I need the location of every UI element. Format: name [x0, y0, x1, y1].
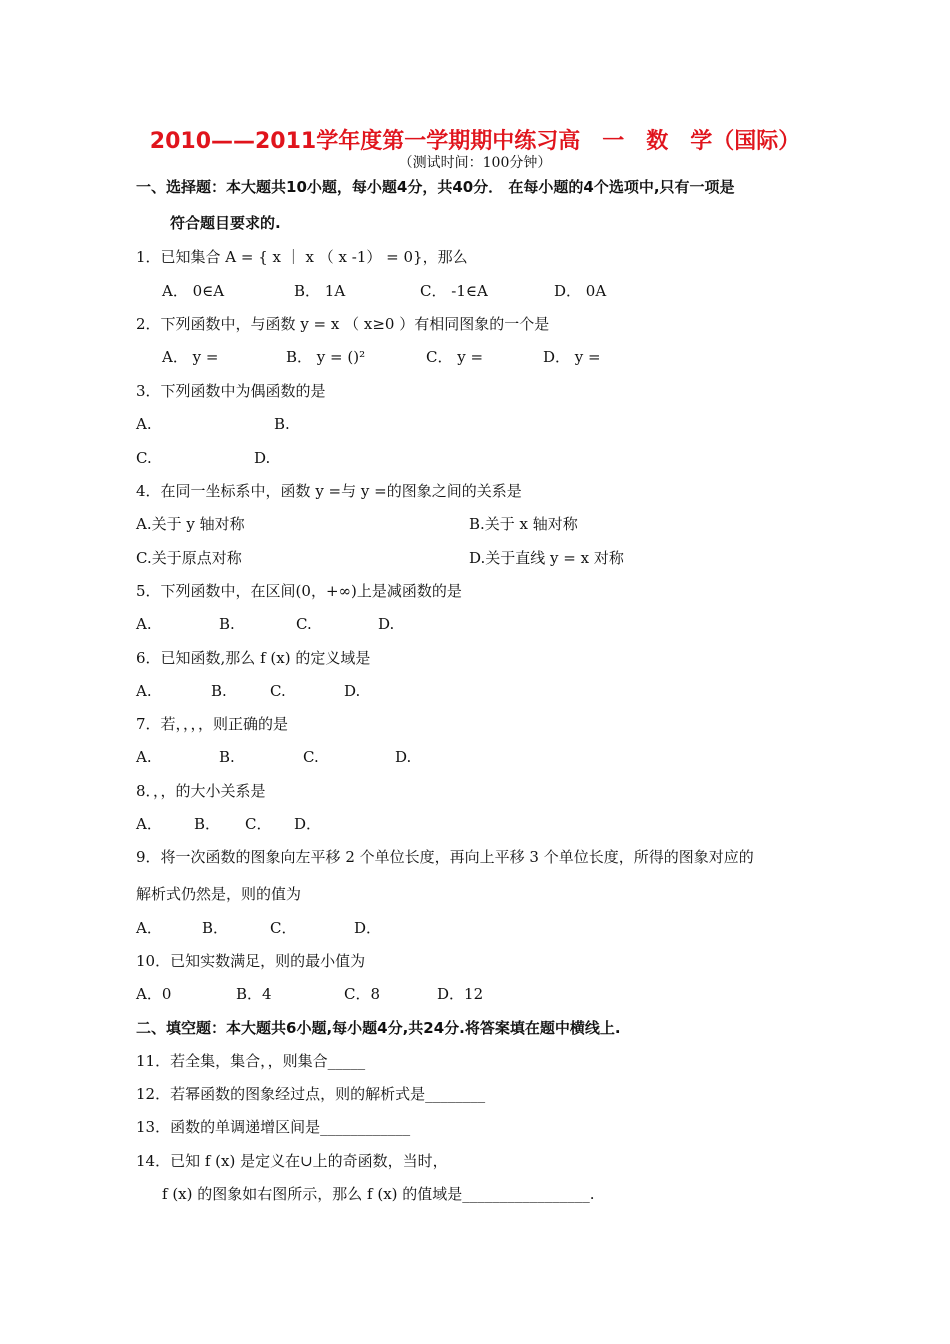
question-7: 7．若，，，，则正确的是 — [136, 715, 289, 733]
q1-option-a: A． 0∈A — [162, 282, 225, 300]
q4-option-d: D.关于直线 y = x 对称 — [469, 549, 624, 567]
section1-heading: 一、选择题：本大题共10小题，每小题4分，共40分． 在每小题的4个选项中,只有一项是 — [136, 178, 735, 196]
question-10: 10．已知实数满足，则的最小值为 — [136, 952, 366, 970]
q9-option-b: B． — [202, 919, 229, 937]
q3-option-c: C. — [136, 449, 152, 467]
q1-option-d: D． 0A — [554, 282, 607, 300]
q5-option-c: C. — [296, 615, 312, 633]
section2-heading: 二、填空题：本大题共6小题,每小题4分,共24分.将答案填在题中横线上. — [136, 1019, 621, 1037]
q3-option-d: D. — [254, 449, 271, 467]
q2-option-c: C． y = — [426, 348, 484, 366]
question-2: 2．下列函数中，与函数 y = x （ x≥0 ）有相同图象的一个是 — [136, 315, 550, 333]
q10-option-c: C．8 — [344, 985, 381, 1003]
q9-option-d: D． — [354, 919, 382, 937]
question-6: 6．已知函数,那么 f (x) 的定义域是 — [136, 649, 371, 667]
q8-option-b: B． — [194, 815, 221, 833]
page-title: 2010——2011学年度第一学期期中练习高 一 数 学（国际） — [149, 129, 801, 154]
q7-option-d: D. — [395, 748, 412, 766]
q6-option-c: C. — [270, 682, 286, 700]
section1-heading-cont: 符合题目要求的. — [170, 214, 281, 232]
question-14: 14．已知 f (x) 是定义在∪上的奇函数，当时， — [136, 1152, 448, 1170]
q4-option-b: B.关于 x 轴对称 — [469, 515, 578, 533]
q3-option-b: B. — [274, 415, 290, 433]
question-13: 13．函数的单调递增区间是____________ — [136, 1118, 411, 1136]
q2-option-d: D． y = — [543, 348, 601, 366]
question-3: 3．下列函数中为偶函数的是 — [136, 382, 326, 400]
q10-option-a: A．0 — [136, 985, 172, 1003]
q4-option-a: A.关于 y 轴对称 — [136, 515, 245, 533]
q6-option-a: A. — [136, 682, 152, 700]
q7-option-b: B. — [219, 748, 235, 766]
q8-option-d: D． — [294, 815, 322, 833]
question-11: 11．若全集，集合，，则集合_____ — [136, 1052, 366, 1070]
question-1: 1．已知集合 A = { x ｜ x （ x -1） = 0}，那么 — [136, 248, 468, 266]
q10-option-d: D．12 — [437, 985, 484, 1003]
q5-option-a: A. — [136, 615, 152, 633]
q1-option-b: B． 1A — [294, 282, 346, 300]
test-duration: （测试时间：100分钟） — [398, 155, 552, 171]
question-4: 4．在同一坐标系中，函数 y =与 y =的图象之间的关系是 — [136, 482, 522, 500]
question-9-cont: 解析式仍然是，则的值为 — [136, 885, 302, 903]
q2-option-a: A． y = — [162, 348, 219, 366]
question-9: 9．将一次函数的图象向左平移 2 个单位长度，再向上平移 3 个单位长度，所得的图象对应的 — [136, 848, 754, 866]
q9-option-c: C． — [270, 919, 297, 937]
question-8: 8．，，的大小关系是 — [136, 782, 266, 800]
q7-option-c: C. — [303, 748, 319, 766]
q3-option-a: A. — [136, 415, 152, 433]
q5-option-d: D. — [378, 615, 395, 633]
q5-option-b: B. — [219, 615, 235, 633]
q2-option-b: B． y = ()² — [286, 348, 366, 366]
q6-option-b: B. — [211, 682, 227, 700]
q7-option-a: A. — [136, 748, 152, 766]
q9-option-a: A． — [136, 919, 162, 937]
q1-option-c: C． -1∈A — [420, 282, 488, 300]
question-12: 12．若幂函数的图象经过点，则的解析式是________ — [136, 1085, 486, 1103]
q4-option-c: C.关于原点对称 — [136, 549, 242, 567]
q6-option-d: D. — [344, 682, 361, 700]
q10-option-b: B．4 — [236, 985, 272, 1003]
question-5: 5．下列函数中，在区间(0，+∞)上是减函数的是 — [136, 582, 462, 600]
question-14-cont: f (x) 的图象如右图所示，那么 f (x) 的值域是_________________. — [162, 1185, 595, 1203]
q8-option-c: C． — [245, 815, 272, 833]
q8-option-a: A． — [136, 815, 162, 833]
